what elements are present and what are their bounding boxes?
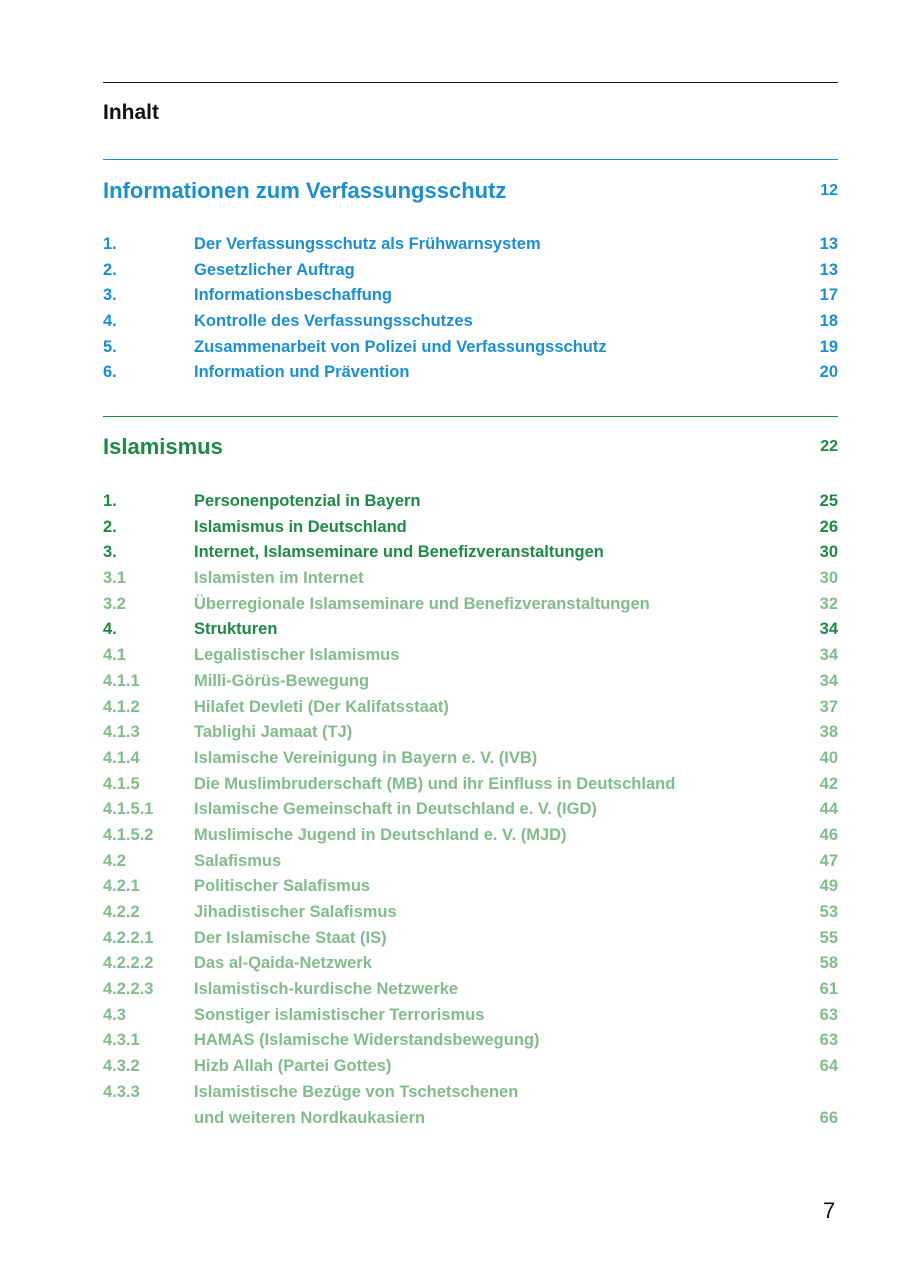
section-title: Informationen zum Verfassungsschutz xyxy=(103,178,507,203)
toc-entry-title: Personenpotenzial in Bayern xyxy=(194,492,421,510)
toc-entry-page: 64 xyxy=(819,1057,838,1076)
toc-entry-number: 5. xyxy=(103,337,117,356)
toc-entry-number: 4. xyxy=(103,620,117,639)
toc-entry-title: Zusammenarbeit von Polizei und Verfassungsschutz xyxy=(194,337,607,356)
toc-entry[interactable] xyxy=(103,1109,838,1135)
page-title: Inhalt xyxy=(103,101,159,124)
toc-entry-page: 53 xyxy=(819,903,838,921)
toc-entry[interactable] xyxy=(103,980,838,1006)
toc-entry[interactable] xyxy=(103,877,838,903)
toc-entry-title: Salafismus xyxy=(194,851,282,870)
toc-entry[interactable] xyxy=(103,749,838,775)
toc-entry-page: 30 xyxy=(819,569,838,588)
toc-entry-title: Islamisten im Internet xyxy=(194,569,364,588)
toc-entry-number: 3.1 xyxy=(103,569,126,588)
toc-entry-page: 18 xyxy=(819,312,838,331)
toc-entry-title: Muslimische Jugend in Deutschland e. V. (MJD) xyxy=(194,825,567,844)
toc-entry-page: 55 xyxy=(819,928,838,947)
toc-entry-number: 4.3.1 xyxy=(103,1031,140,1050)
top-divider xyxy=(103,82,838,83)
toc-entry-page: 66 xyxy=(819,1108,838,1127)
toc-entry-title: Überregionale Islamseminare und Benefizveranstaltungen xyxy=(194,594,650,613)
toc-entry-number: 4.2.2.2 xyxy=(103,954,154,973)
toc-entry-title: Die Muslimbruderschaft (MB) und ihr Einfluss in Deutschland xyxy=(194,774,676,793)
toc-entry-page: 61 xyxy=(819,980,838,999)
toc-entry-page: 44 xyxy=(819,800,838,819)
toc-entry[interactable] xyxy=(103,595,838,621)
page-number: 7 xyxy=(823,1198,836,1223)
toc-entry-number: 4.1.1 xyxy=(103,671,140,690)
toc-entry-title: Kontrolle des Verfassungsschutzes xyxy=(194,312,473,331)
toc-entry-page: 34 xyxy=(819,646,838,665)
toc-entry-number: 4.2.2.1 xyxy=(103,928,154,947)
toc-entry-title: Sonstiger islamistischer Terrorismus xyxy=(194,1005,485,1024)
toc-entry[interactable] xyxy=(103,852,838,878)
toc-entry-number: 1. xyxy=(103,235,117,253)
toc-entry-number: 4.1 xyxy=(103,646,126,665)
toc-entry-page: 20 xyxy=(819,363,838,382)
toc-entry-page: 32 xyxy=(819,594,838,613)
toc-entry-title: Legalistischer Islamismus xyxy=(194,646,400,665)
toc-entry-title: Islamistische Bezüge von Tschetschenen xyxy=(194,1082,519,1101)
toc-entry[interactable] xyxy=(103,235,838,261)
toc-entry[interactable] xyxy=(103,1006,838,1032)
toc-entry[interactable] xyxy=(103,1083,838,1109)
toc-entry-number: 4.2.1 xyxy=(103,877,140,896)
section-heading-verfassungsschutz[interactable] xyxy=(103,178,838,208)
toc-entry-page: 40 xyxy=(819,748,838,767)
toc-entry[interactable] xyxy=(103,775,838,801)
toc-entry-number: 3. xyxy=(103,543,117,562)
toc-entry-number: 4.1.5 xyxy=(103,774,140,793)
toc-entry-number: 4.3.2 xyxy=(103,1057,140,1076)
toc-entry-title: Milli-Görüs-Bewegung xyxy=(194,671,370,690)
toc-entry-page: 63 xyxy=(819,1005,838,1024)
toc-entry-title: Islamistisch-kurdische Netzwerke xyxy=(194,980,459,999)
section-divider-green xyxy=(103,416,838,417)
toc-entry[interactable] xyxy=(103,903,838,929)
section-divider-blue xyxy=(103,159,838,160)
toc-entry[interactable] xyxy=(103,492,838,518)
toc-entry[interactable] xyxy=(103,569,838,595)
toc-entry-page: 13 xyxy=(819,235,838,253)
toc-entry-page: 49 xyxy=(819,877,838,896)
toc-entry-title: Informationsbeschaffung xyxy=(194,286,393,305)
toc-entry[interactable] xyxy=(103,672,838,698)
toc-entry-number: 4.2 xyxy=(103,851,126,870)
toc-entry-number: 4.1.3 xyxy=(103,723,140,742)
section-page: 12 xyxy=(820,182,838,199)
toc-entry-number: 4.1.4 xyxy=(103,748,140,767)
toc-entry-page: 19 xyxy=(819,337,838,356)
toc-entry[interactable] xyxy=(103,954,838,980)
toc-entry-number: 4.2.2 xyxy=(103,903,140,921)
toc-entry[interactable] xyxy=(103,646,838,672)
toc-entry-number: 4.1.2 xyxy=(103,697,140,716)
toc-entry-title: Strukturen xyxy=(194,620,278,639)
toc-entry-page: 46 xyxy=(819,825,838,844)
toc-entry-title: Tablighi Jamaat (TJ) xyxy=(194,723,353,742)
toc-entry-number: 4.3 xyxy=(103,1005,126,1024)
toc-entry-number: 4. xyxy=(103,312,117,331)
toc-list-verfassungsschutz xyxy=(103,235,838,389)
toc-entry-number: 2. xyxy=(103,260,117,279)
toc-entry-title: Islamische Gemeinschaft in Deutschland e. V. (IGD) xyxy=(194,800,597,819)
toc-entry-page: 42 xyxy=(819,774,838,793)
section-page: 22 xyxy=(820,438,838,455)
toc-entry-title: Der Verfassungsschutz als Frühwarnsystem xyxy=(194,235,541,253)
toc-entry-title: Jihadistischer Salafismus xyxy=(194,903,397,921)
toc-entry[interactable] xyxy=(103,800,838,826)
toc-entry-page: 13 xyxy=(819,260,838,279)
toc-entry[interactable] xyxy=(103,723,838,749)
toc-entry-page: 58 xyxy=(819,954,838,973)
toc-entry-title: Islamische Vereinigung in Bayern e. V. (IVB) xyxy=(194,748,538,767)
toc-entry-page: 63 xyxy=(819,1031,838,1050)
toc-entry-page: 17 xyxy=(819,286,838,305)
toc-entry[interactable] xyxy=(103,312,838,338)
toc-entry-number: 2. xyxy=(103,517,117,536)
toc-entry-page: 47 xyxy=(819,851,838,870)
toc-entry-title: HAMAS (Islamische Widerstandsbewegung) xyxy=(194,1031,540,1050)
toc-entry-page: 30 xyxy=(819,543,838,562)
toc-entry-title: Das al-Qaida-Netzwerk xyxy=(194,954,372,973)
toc-entry-title: Hilafet Devleti (Der Kalifatsstaat) xyxy=(194,697,449,716)
toc-entry-number: 4.3.3 xyxy=(103,1082,140,1101)
toc-entry-page: 34 xyxy=(819,671,838,690)
toc-entry-title: Information und Prävention xyxy=(194,363,410,382)
toc-entry-title: Der Islamische Staat (IS) xyxy=(194,928,387,947)
toc-entry[interactable] xyxy=(103,338,838,364)
toc-entry-page: 26 xyxy=(819,517,838,536)
toc-entry[interactable] xyxy=(103,1057,838,1083)
toc-entry-number: 1. xyxy=(103,492,117,510)
toc-entry[interactable] xyxy=(103,543,838,569)
section-heading-islamismus[interactable] xyxy=(103,434,838,464)
toc-entry-title: Internet, Islamseminare und Benefizveranstaltungen xyxy=(194,543,604,562)
toc-entry-title: Politischer Salafismus xyxy=(194,877,371,896)
toc-entry-title: Gesetzlicher Auftrag xyxy=(194,260,355,279)
toc-entry-title: Hizb Allah (Partei Gottes) xyxy=(194,1057,392,1076)
toc-entry-number: 3. xyxy=(103,286,117,305)
toc-entry[interactable] xyxy=(103,286,838,312)
toc-entry-title: und weiteren Nordkaukasiern xyxy=(194,1108,426,1127)
toc-entry[interactable] xyxy=(103,698,838,724)
section-title: Islamismus xyxy=(103,434,223,459)
toc-list-islamismus xyxy=(103,492,838,1134)
toc-entry-title: Islamismus in Deutschland xyxy=(194,517,407,536)
toc-entry[interactable] xyxy=(103,1031,838,1057)
toc-entry-page: 34 xyxy=(819,620,838,639)
toc-entry[interactable] xyxy=(103,363,838,389)
toc-entry[interactable] xyxy=(103,261,838,287)
toc-entry[interactable] xyxy=(103,826,838,852)
toc-entry-page: 37 xyxy=(819,697,838,716)
toc-entry-number: 4.1.5.1 xyxy=(103,800,154,819)
toc-entry[interactable] xyxy=(103,929,838,955)
toc-entry-page: 25 xyxy=(819,492,838,510)
toc-entry[interactable] xyxy=(103,518,838,544)
toc-entry-number: 3.2 xyxy=(103,594,126,613)
toc-entry[interactable] xyxy=(103,620,838,646)
toc-entry-number: 4.2.2.3 xyxy=(103,980,154,999)
toc-entry-page: 38 xyxy=(819,723,838,742)
toc-entry-number: 4.1.5.2 xyxy=(103,825,154,844)
toc-entry-number: 6. xyxy=(103,363,117,382)
